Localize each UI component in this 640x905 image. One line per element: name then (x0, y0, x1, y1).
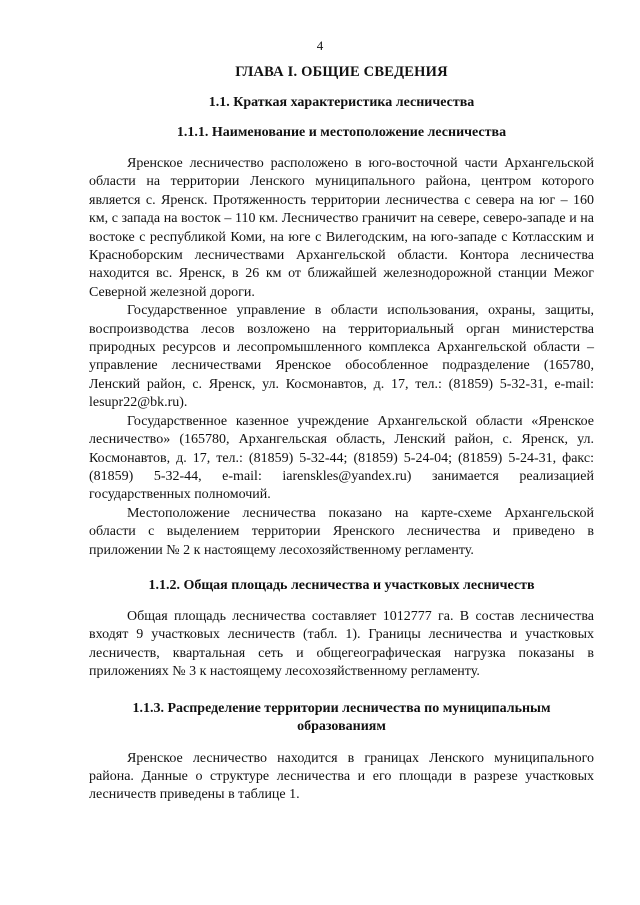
paragraph-state-institution: Государственное казенное учреждение Архангельской области «Яренское лесничество» (165780, Архангельская область, Ленский район, с. Яренск, ул. Космонавтов, д. 17, тел.: (81859) 5-32-44; (81859) 5-24-04; (81859) 5-24-31, факс: (81859) 5-32-44, e-mail: iarenskles@yandex.ru) занимается реализацией государственных полномочий. (89, 413, 594, 503)
section-title-1-1: 1.1. Краткая характеристика лесничества (208, 95, 475, 110)
paragraph-total-area: Общая площадь лесничества составляет 1012777 га. В состав лесничества входят 9 участковых лесничеств (табл. 1). Границы лесничества и участковых лесничеств, квартальная сеть и общегеографическая нагрузка показаны в приложениях № 3 к настоящему лесохозяйственному регламенту. (89, 608, 594, 680)
section-title-1-1-3: 1.1.3. Распределение территории лесничества по муниципальным образованиям (132, 700, 551, 734)
paragraph-map-reference: Местоположение лесничества показано на карте-схеме Архангельской области с выделением территории Яренского лесничества и приведено в приложении № 2 к настоящему лесохозяйственному регламенту. (89, 505, 594, 558)
paragraph-location: Яренское лесничество расположено в юго-восточной части Архангельской области на территории Ленского муниципального района, центром которого является с. Яренск. Протяженность территории лесничества с севера на юг – 160 км, с запада на восток – 110 км. Лесничество граничит на севере, северо-западе и на востоке с республикой Коми, на юге с Вилегодским, на юго-западе с Котласским и Красноборским лесничествами Архангельской области. Контора лесничества находится вс. Яренск, в 26 км от ближайшей железнодорожной станции Межог Северной железной дороги. (89, 156, 594, 300)
page-content (89, 64, 594, 805)
section-title-1-1-1: 1.1.1. Наименование и местоположение лесничества (176, 125, 507, 140)
paragraph-municipal-distribution: Яренское лесничество находится в границах Ленского муниципального района. Данные о структуре лесничества и его площади в разрезе участковых лесничеств приведены в таблице 1. (89, 750, 594, 803)
paragraph-state-management: Государственное управление в области использования, охраны, защиты, воспроизводства лесов возложено на территориальный орган министерства природных ресурсов и лесопромышленного комплекса Архангельской области – управление лесничествами Яренское обособленное подразделение (165780, Ленский район, с. Яренск, ул. Космонавтов, д. 17, тел.: (81859) 5-32-31, e-mail: lesupr22@bk.ru). (89, 303, 594, 411)
section-title-1-1-2: 1.1.2. Общая площадь лесничества и участковых лесничеств (148, 577, 535, 593)
chapter-title: ГЛАВА I. ОБЩИЕ СВЕДЕНИЯ (235, 64, 448, 80)
page-number: 4 (316, 38, 324, 53)
